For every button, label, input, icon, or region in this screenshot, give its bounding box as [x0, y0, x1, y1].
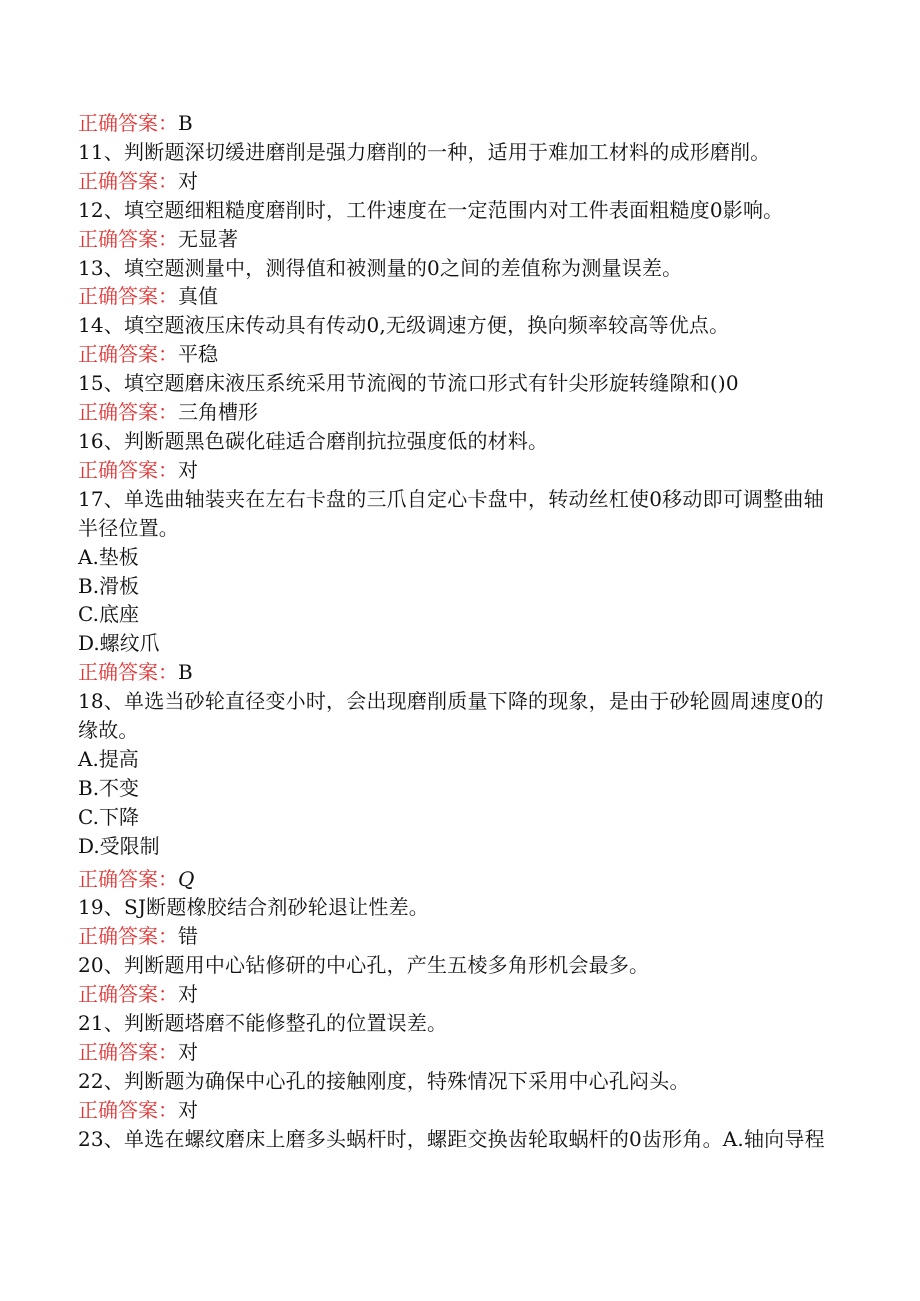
option-d: D.螺纹爪: [78, 631, 160, 656]
answer-label: 正确答案：: [78, 284, 178, 309]
answer-value: 对: [178, 982, 198, 1007]
question-text: 11、判断题深切缓进磨削是强力磨削的一种，适用于难加工材料的成形磨削。: [78, 139, 771, 164]
answer-label: 正确答案：: [78, 982, 178, 1007]
answer-value: B: [178, 660, 193, 685]
answer-value: 三角槽形: [178, 400, 258, 425]
answer-label: 正确答案：: [78, 400, 178, 425]
answer-line: [78, 109, 838, 138]
answer-value: B: [178, 111, 193, 135]
answer-value: 对: [178, 1097, 198, 1122]
answer-line: [78, 456, 838, 485]
answer-value: 错: [178, 924, 198, 949]
answer-line: [78, 865, 838, 894]
question-text: 13、填空题测量中，测得值和被测量的0之间的差值称为测量误差。: [78, 255, 683, 280]
question-text: 21、判断题塔磨不能修整孔的位置误差。: [78, 1011, 448, 1036]
question-text: 12、填空题细粗糙度磨削时，工件速度在一定范围内对工件表面粗糙度0影响。: [78, 197, 784, 222]
answer-value: 对: [178, 457, 198, 482]
answer-label: 正确答案：: [78, 866, 178, 891]
answer-label: 正确答案：: [78, 111, 178, 135]
answer-line: [78, 340, 838, 369]
option-a: A.提高: [78, 746, 139, 771]
answer-label: 正确答案：: [78, 457, 178, 482]
answer-value: Q: [178, 866, 195, 891]
answer-line: [78, 282, 838, 311]
option-c: C.下降: [78, 804, 139, 829]
answer-line: [78, 1038, 838, 1067]
option-c: C.底座: [78, 602, 139, 627]
option-d: D.受限制: [78, 833, 160, 858]
answer-label: 正确答案：: [78, 660, 178, 685]
answer-label: 正确答案：: [78, 226, 178, 251]
answer-line: [78, 1096, 838, 1125]
answer-line: [78, 922, 838, 951]
question-text: 19、SJ断题橡胶结合剂砂轮退让性差。: [78, 895, 429, 920]
answer-value: 对: [178, 1040, 198, 1064]
question-text: 23、单选在螺纹磨床上磨多头蜗杆时，螺距交换齿轮取蜗杆的0齿形角。A.轴向导程: [78, 1126, 825, 1151]
option-a: A.垫板: [78, 544, 139, 569]
answer-label: 正确答案：: [78, 1040, 178, 1064]
answer-value: 对: [178, 168, 198, 193]
question-text: 17、单选曲轴装夹在左右卡盘的三爪自定心卡盘中，转动丝杠使0移动即可调整曲轴半径位置。: [78, 486, 824, 540]
question-text: 16、判断题黑色碳化硅适合磨削抗拉强度低的材料。: [78, 428, 549, 453]
answer-label: 正确答案：: [78, 924, 178, 949]
option-b: B.不变: [78, 775, 140, 800]
answer-label: 正确答案：: [78, 168, 178, 193]
answer-line: [78, 225, 838, 254]
question-text: 22、判断题为确保中心孔的接触刚度，特殊情况下采用中心孔闷头。: [78, 1068, 690, 1093]
question-text: 18、单选当砂轮直径变小时，会出现磨削质量下降的现象，是由于砂轮圆周速度0的缘故。: [78, 689, 824, 743]
answer-line: [78, 167, 838, 196]
question-text: 14、填空题液压床传动具有传动0,无级调速方便，换向频率较高等优点。: [78, 313, 730, 338]
answer-label: 正确答案：: [78, 1097, 178, 1122]
answer-line: [78, 398, 838, 427]
question-text: 20、判断题用中心钻修研的中心孔，产生五棱多角形机会最多。: [78, 953, 650, 978]
document-page: [78, 109, 838, 1154]
answer-value: 无显著: [178, 226, 238, 251]
option-b: B.滑板: [78, 573, 140, 598]
question-text: 15、填空题磨床液压系统采用节流阀的节流口形式有针尖形旋转缝隙和()0: [78, 371, 739, 396]
answer-value: 真值: [178, 284, 218, 309]
answer-value: 平稳: [178, 342, 218, 367]
answer-line: [78, 658, 838, 687]
answer-label: 正确答案：: [78, 342, 178, 367]
answer-line: [78, 980, 838, 1009]
